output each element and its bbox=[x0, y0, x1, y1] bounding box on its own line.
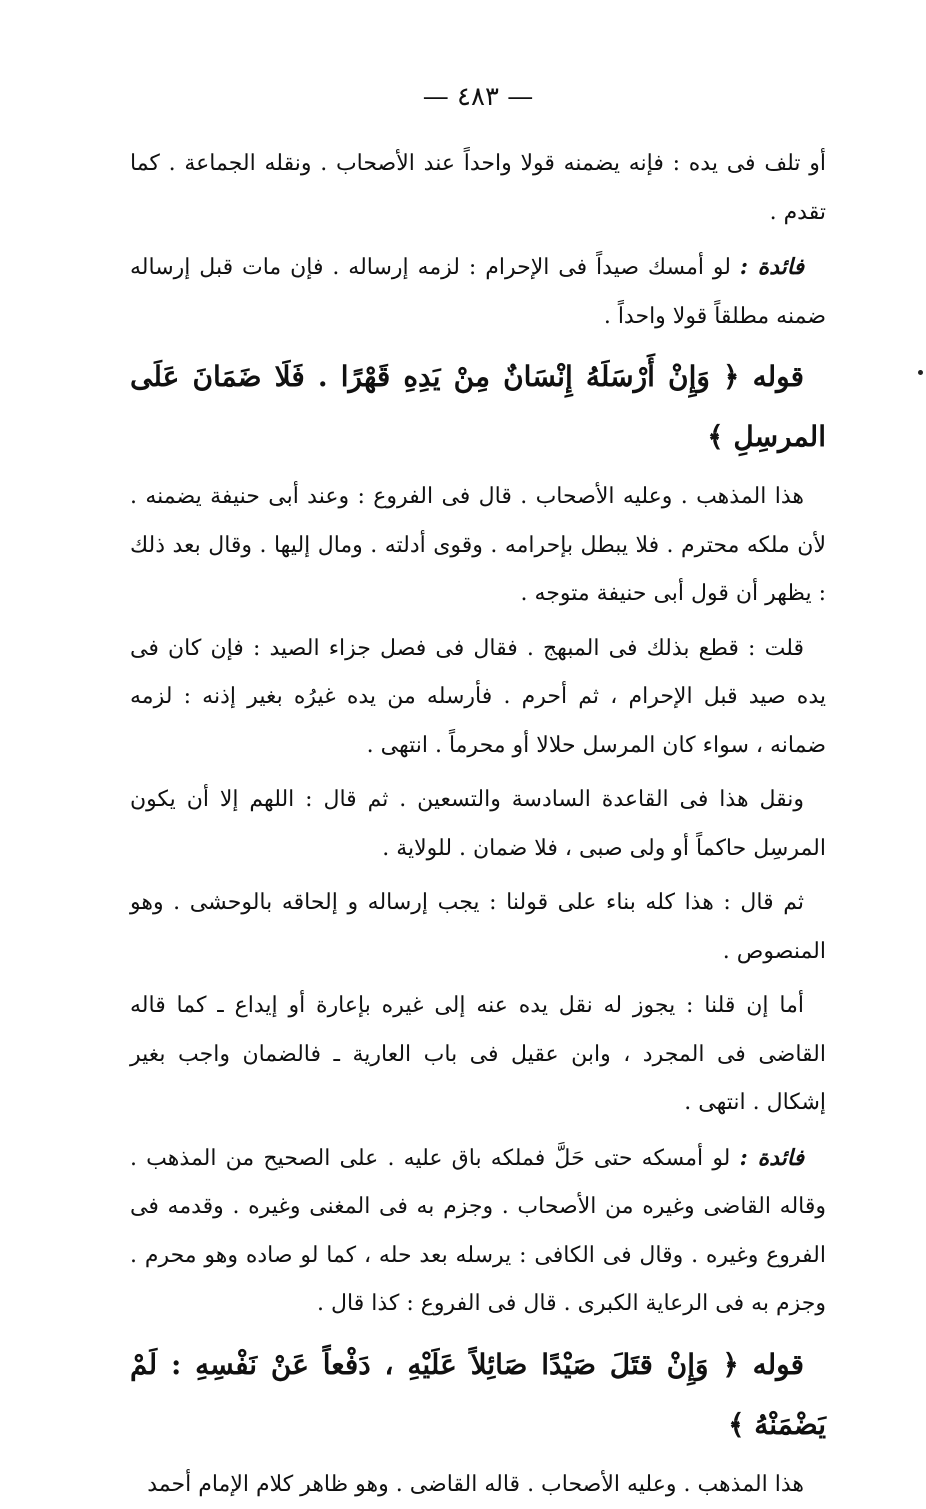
fayida-label: فائدة : bbox=[740, 1145, 804, 1171]
heading-quote: ﴿ وَإِنْ قتَلَ صَيْدًا صَائِلاً عَلَيْهِ ، دَفْعاً عَنْ نَفْسِهِ : لَمْ يَضْمَنْهُ ﴾ bbox=[130, 1348, 826, 1441]
section-heading bbox=[130, 347, 826, 467]
paragraph: قلت : قطع بذلك فى المبهج . فقال فى فصل جزاء الصيد : فإن كان فى يده صيد قبل الإحرام ، ثم أحرم . فأرسله من يده غيرُه بغير إذنه : لزمه ضمانه ، سواء كان المرسل حلالا أو محرماً . انتهى . bbox=[130, 625, 826, 771]
paragraph: هذا المذهب . وعليه الأصحاب . قاله القاضى . وهو ظاهر كلام الإمام أحمد bbox=[130, 1461, 826, 1509]
heading-label: قوله bbox=[753, 1348, 804, 1381]
section-heading bbox=[130, 1335, 826, 1455]
margin-dot bbox=[918, 370, 923, 375]
paragraph: ثم قال : هذا كله بناء على قولنا : يجب إرساله و إلحاقه بالوحشى . وهو المنصوص . bbox=[130, 879, 826, 976]
paragraph-fayida bbox=[130, 1134, 826, 1329]
paragraph: أما إن قلنا : يجوز له نقل يده عنه إلى غيره بإعارة أو إيداع ـ كما قاله القاضى فى المجرد ، وابن عقيل فى باب العارية ـ فالضمان واجب بغير إشكال . انتهى . bbox=[130, 982, 826, 1128]
paragraph: هذا المذهب . وعليه الأصحاب . قال فى الفروع : وعند أبى حنيفة يضمنه . لأن ملكه محترم . فلا يبطل بإحرامه . وقوى أدلته . ومال إليها . وقال بعد ذلك : يظهر أن قول أبى حنيفة متوجه . bbox=[130, 473, 826, 619]
paragraph: ونقل هذا فى القاعدة السادسة والتسعين . ثم قال : اللهم إلا أن يكون المرسِل حاكماً أو ولى صبى ، فلا ضمان . للولاية . bbox=[130, 776, 826, 873]
paragraph-text: لو أمسك صيداً فى الإحرام : لزمه إرساله . فإن مات قبل إرساله ضمنه مطلقاً قولا واحداً . bbox=[130, 255, 826, 329]
page-number: — ٤٨٣ — bbox=[130, 82, 826, 112]
heading-quote: ﴿ وَإِنْ أَرْسَلَهُ إِنْسَانٌ مِنْ يَدِهِ قَهْرًا . فَلَا ضَمَانَ عَلَى المرسِلِ ﴾ bbox=[130, 360, 826, 453]
paragraph-fayida bbox=[130, 243, 826, 341]
fayida-label: فائدة : bbox=[740, 254, 804, 280]
heading-label: قوله bbox=[753, 360, 804, 393]
paragraph-text: لو أمسكه حتى حَلَّ فملكه باق عليه . على الصحيح من المذهب . وقاله القاضى وغيره من الأصحاب . وجزم به فى المغنى وغيره . وقدمه فى الفروع وغيره . وقال فى الكافى : يرسله بعد حله ، كما لو صاده وهو محرم . وجزم به فى الرعاية الكبرى . قال فى الفروع : كذا قال . bbox=[130, 1146, 826, 1317]
paragraph-continuation: أو تلف فى يده : فإنه يضمنه قولا واحداً عند الأصحاب . ونقله الجماعة . كما تقدم . bbox=[130, 140, 826, 237]
page-body bbox=[130, 140, 826, 1509]
